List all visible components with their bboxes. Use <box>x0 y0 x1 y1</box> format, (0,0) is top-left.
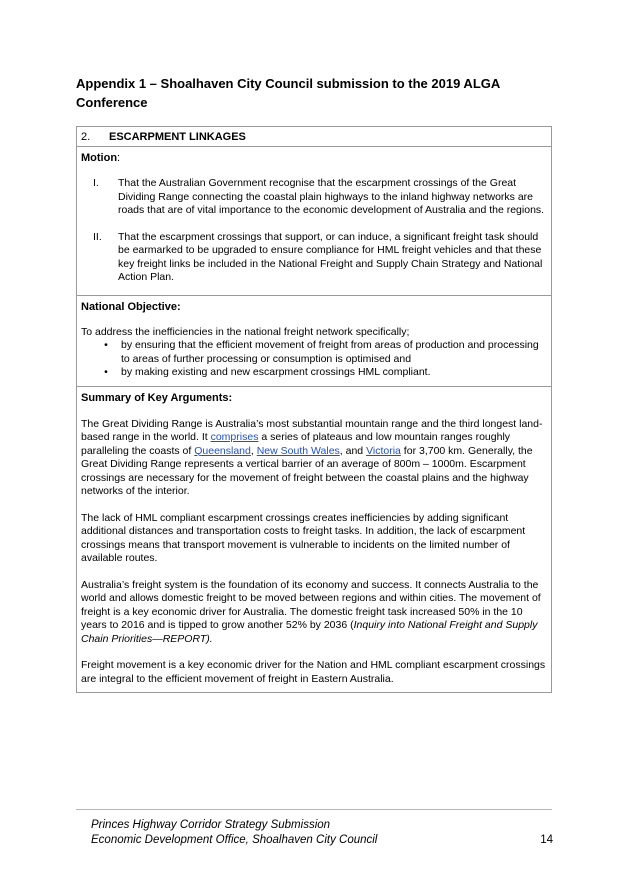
bullet-icon: • <box>104 366 108 378</box>
bullet-text: by making existing and new escarpment crossings HML compliant. <box>121 366 431 378</box>
objective-intro: To address the inefficiencies in the national freight network specifically; <box>81 325 410 338</box>
arguments-paragraph-1 <box>81 418 547 499</box>
arguments-paragraph-2: The lack of HML compliant escarpment crossings creates inefficiencies by adding significant additional distances and transportation costs to freight tasks. In addition, the lack of escarpment crossings means that transport movement is vulnerable to incidents on the limited number of available routes. <box>81 511 526 564</box>
text-run: , <box>250 444 257 457</box>
page-number: 14 <box>540 834 553 846</box>
footer-line-2: Economic Development Office, Shoalhaven City Council <box>91 834 378 846</box>
page-heading: Appendix 1 – Shoalhaven City Council submission to the 2019 ALGA Conference <box>76 76 500 110</box>
motion-label: Motion <box>81 152 118 164</box>
motion-numeral: II. <box>93 230 102 243</box>
text-run: The Great Dividing Range is Australia’s most substantial mountain range and the third longest land-based range in the world. It <box>81 417 543 443</box>
motion-table <box>76 126 552 693</box>
motion-text: That the escarpment crossings that support, or can induce, a significant freight task should be earmarked to be upgraded to ensure compliance for HML freight vehicles and that these key freight links be included in the National Freight and Supply Chain Strategy and National Action Plan. <box>118 230 543 283</box>
motion-label-line <box>81 151 547 165</box>
link-victoria[interactable]: Victoria <box>366 444 401 457</box>
link-new-south-wales[interactable]: New South Wales <box>256 444 340 457</box>
motion-colon: : <box>117 152 121 164</box>
text-run: Australia’s freight system is the foundation of its economy and success. It connects Australia to the world and allows domestic freight to be moved between regions and within cities. The movement of freight is a key economic driver for Australia. The domestic freight task increased 50% in the 10 years to 2016 and is tipped to grow another 52% by 2036 ( <box>81 578 541 631</box>
arguments-label: Summary of Key Arguments: <box>81 391 233 404</box>
report-citation: Inquiry into National Freight and Supply Chain Priorities—REPORT). <box>81 619 538 645</box>
footer-rule <box>76 809 552 810</box>
text-run: , and <box>339 444 367 457</box>
bullet-item <box>81 366 547 380</box>
bullet-item <box>81 339 547 366</box>
page-footer <box>91 818 553 848</box>
objective-section <box>77 295 551 386</box>
arguments-paragraph-4: Freight movement is a key economic driver for the Nation and HML compliant escarpment crossings are integral to the efficient movement of freight in Eastern Australia. <box>81 659 546 685</box>
section-title-row <box>77 127 551 146</box>
link-queensland[interactable]: Queensland <box>194 444 251 457</box>
text-run: for 3,700 km. Generally, the Great Dividing Range represents a vertical barrier of an average of 800m – 1000m. Escarpment crossings are necessary for the movement of freight between the coastal plains and the highway networks of the interior. <box>81 444 533 497</box>
section-title: ESCARPMENT LINKAGES <box>109 131 246 143</box>
arguments-paragraph-3 <box>81 579 547 647</box>
motion-item <box>81 177 547 218</box>
text-run: a series of plateaus and low mountain ranges roughly paralleling the coasts of <box>81 431 511 457</box>
bullet-text: by ensuring that the efficient movement of freight from areas of production and processing to areas of further processing or consumption is optimised and <box>121 339 539 365</box>
motion-item <box>81 231 547 285</box>
motion-numeral: I. <box>93 177 99 189</box>
link-comprises[interactable]: comprises <box>210 431 259 443</box>
motion-section <box>77 146 551 295</box>
bullet-icon: • <box>104 339 108 351</box>
motion-text: That the Australian Government recognise that the escarpment crossings of the Great Dividing Range connecting the coastal plain highways to the inland highway networks are roads that are of vital importance to the economic development of Australia and the regions. <box>118 177 545 216</box>
objective-label: National Objective: <box>81 300 181 313</box>
footer-line-1: Princes Highway Corridor Strategy Submission <box>91 819 331 831</box>
objective-bullets <box>81 339 547 380</box>
arguments-section <box>77 386 551 693</box>
motion-list <box>81 177 547 285</box>
section-number: 2. <box>81 131 91 143</box>
